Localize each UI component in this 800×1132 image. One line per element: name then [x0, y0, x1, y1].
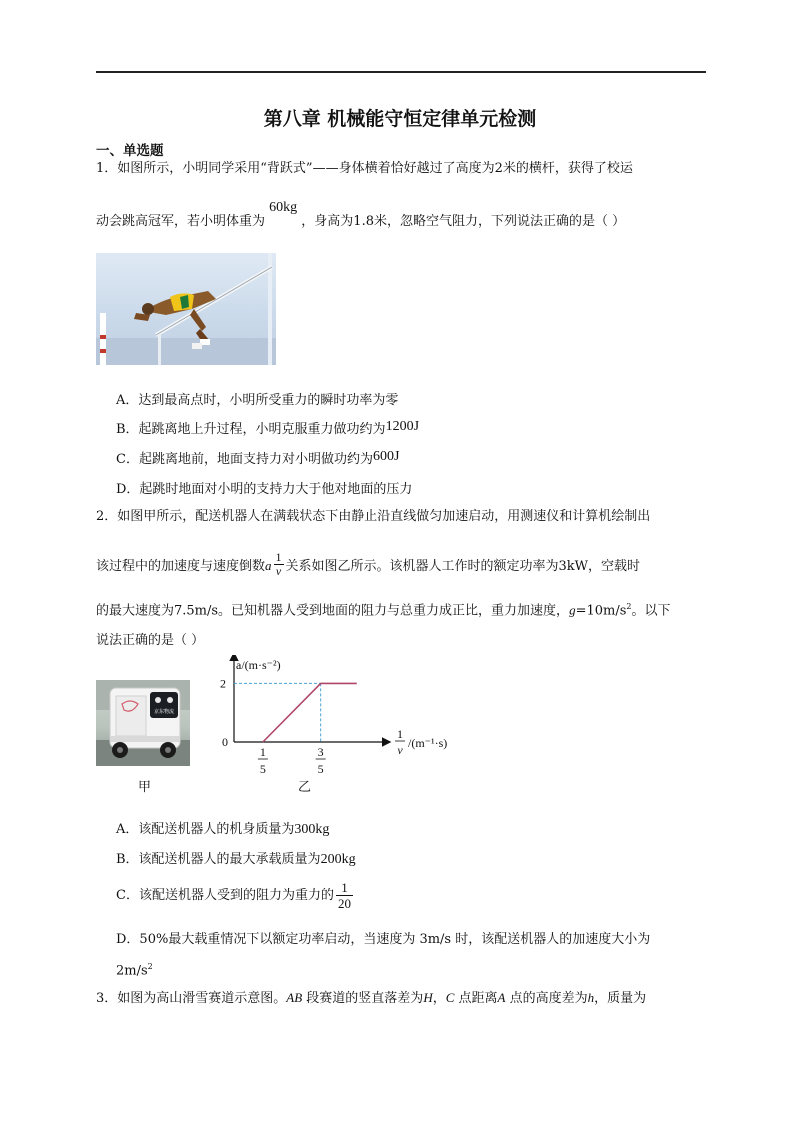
- q2-accel-symbol: a: [265, 558, 272, 573]
- q2-option-c-text: C．该配送机器人受到的阻力为重力的: [116, 888, 334, 903]
- q1-line2: [96, 200, 626, 231]
- x-tick-num-1: 1: [259, 745, 266, 759]
- origin-label: 0: [222, 735, 228, 749]
- q1-option-c-value: 600J: [372, 449, 400, 464]
- q2-line2-a: 该过程中的加速度与速度倒数: [96, 559, 266, 574]
- q3-h-upper: H: [423, 990, 433, 1005]
- q2-option-a-text: A．该配送机器人的机身质量为: [116, 822, 295, 837]
- x-axis-label-num: 1: [397, 727, 403, 741]
- q2-line3: [96, 598, 671, 620]
- q2-option-c-fraction: [336, 880, 353, 911]
- q2-g-symbol: g: [569, 602, 576, 618]
- q2-line4: 说法正确的是（ ）: [96, 633, 205, 648]
- x-tick-num-2: 3: [317, 745, 324, 759]
- q1-option-b: [116, 418, 419, 438]
- q2-line3-b: =10m/s: [575, 603, 627, 619]
- q2-option-b-text: B．该配送机器人的最大承载质量为: [116, 852, 321, 867]
- q3-text-b: 段赛道的竖直落差为: [302, 991, 424, 1006]
- figure-yi-label: 乙: [298, 780, 312, 795]
- q2-option-c-num: 1: [336, 880, 353, 896]
- q2-line1: 2．如图甲所示，配送机器人在满载状态下由静止沿直线做匀加速启动，用测速仪和计算机绘制出: [96, 509, 651, 524]
- section-heading: 一、单选题: [96, 143, 164, 159]
- q1-option-a: A．达到最高点时，小明所受重力的瞬时功率为零: [116, 393, 399, 408]
- q3-text-d: 点距离: [454, 991, 498, 1006]
- y-tick-label: 2: [220, 676, 226, 691]
- q1-option-c-text: C．起跳离地前，地面支持力对小明做功约为: [116, 452, 373, 467]
- q3-line1: [96, 989, 646, 1008]
- q2-line2: [96, 550, 641, 580]
- y-axis-label: a/(m·s⁻²): [236, 658, 281, 672]
- q3-text-e: 点的高度差为: [505, 991, 588, 1006]
- q3-text-a: 3．如图为高山滑雪赛道示意图。: [96, 991, 287, 1006]
- series-line: [263, 683, 357, 742]
- q1-option-b-value: 1200J: [385, 419, 420, 434]
- acceleration-inverse-velocity-chart: [200, 655, 460, 795]
- page-title: 第八章 机械能守恒定律单元检测: [263, 108, 537, 130]
- q1-option-c: [116, 448, 399, 468]
- q2-option-d-sup: 2: [147, 962, 153, 971]
- x-axis-label-unit: /(m⁻¹·s): [408, 736, 448, 750]
- q2-line3-c: 。以下: [631, 603, 671, 619]
- q1-line1: 1．如图所示，小明同学采用“背跃式”——身体横着恰好越过了高度为2米的横杆，获得了校运: [96, 161, 633, 176]
- q3-a: A: [497, 990, 506, 1005]
- q2-line2-b: 关系如图乙所示。该机器人工作时的额定功率为3kW，空载时: [285, 559, 641, 574]
- q1-option-b-text: B．起跳离地上升过程，小明克服重力做功约为: [116, 422, 386, 437]
- q2-frac-num: 1: [275, 550, 282, 564]
- q3-text-c: ，: [432, 991, 446, 1006]
- q3-ab: AB: [286, 990, 303, 1005]
- q2-option-d-value: 2m/s: [116, 963, 148, 979]
- x-tick-den-1: 5: [259, 762, 266, 776]
- figure-jia-label: 甲: [138, 780, 152, 795]
- high-jump-photo: [96, 253, 276, 365]
- q2-frac-den: v: [275, 564, 282, 578]
- q3-text-f: ，质量为: [594, 991, 647, 1006]
- header-rule: [96, 71, 706, 73]
- q1-line2-b: ，身高为1.8米，忽略空气阻力，下列说法正确的是（ ）: [301, 214, 626, 229]
- q2-option-d: D．50%最大载重情况下以额定功率启动，当速度为 3m/s 时，该配送机器人的加速度大小为: [116, 932, 651, 947]
- q2-option-d-line2: [116, 958, 153, 980]
- q2-option-c-den: 20: [337, 896, 351, 911]
- q2-option-a-value: 300kg: [294, 822, 330, 837]
- q2-inverse-v-fraction: [274, 551, 284, 578]
- q2-option-a: [116, 818, 329, 838]
- x-axis-label-den: v: [397, 743, 403, 757]
- x-tick-den-2: 5: [317, 762, 324, 776]
- q2-line3-sup: 2: [626, 602, 632, 611]
- q2-option-c: [116, 880, 355, 911]
- q1-mass: 60kg: [269, 200, 298, 215]
- q2-option-b-value: 200kg: [320, 852, 356, 867]
- q2-line3-a: 的最大速度为7.5m/s。已知机器人受到地面的阻力与总重力成正比，重力加速度，: [96, 603, 570, 619]
- robot-logo-text: 京东物流: [153, 709, 175, 715]
- q3-h-lower: h: [587, 990, 595, 1005]
- q1-option-d: D．起跳时地面对小明的支持力大于他对地面的压力: [116, 482, 413, 497]
- q2-option-b: [116, 848, 356, 868]
- delivery-robot-photo: [96, 680, 190, 766]
- q3-c: C: [445, 990, 455, 1005]
- q1-line2-a: 动会跳高冠军，若小明体重为: [96, 214, 266, 229]
